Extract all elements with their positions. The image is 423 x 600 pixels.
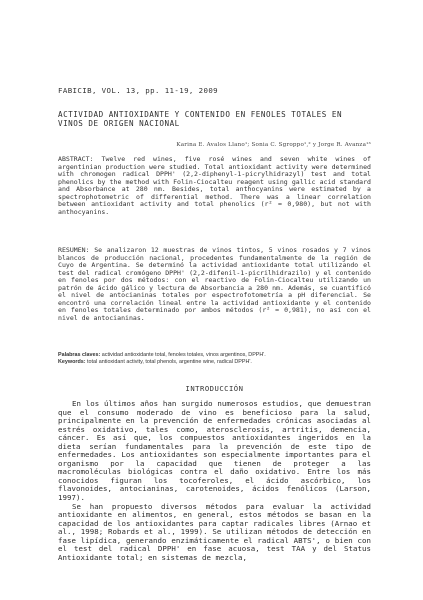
body-paragraph: En los últimos años han surgido numerosos estudios, que demuestran que el consumo moderado de vino es beneficioso para la salud, principalmente en la prevención de enfermedades crónicas asociadas al estrés oxidativo, tales como, aterosclerosis, artritis, demencia, cáncer. Es así que, los compuestos antioxidantes ingeridos en la dieta serían fundamentales para la prevención de este tipo de enfermedades. Los antioxidantes son especialmente importantes para el organismo por la capacidad que tienen de proteger a las macromoléculas biológicas contra el daño oxidativo. Entre los más conocidos figuran los tocoferoles, el ácido ascórbico, los flavonoides, antocianinas, carotenoides, ácidos fenólicos (Larson, 1997). <box>58 399 371 503</box>
keywords-english-text: total antioxidant activity, total phenols, argentine wine, radical DPPH'. <box>85 359 252 366</box>
abstract-spanish: RESUMEN: Se analizaron 12 muestras de vinos tintos, 5 vinos rosados y 7 vinos blancos de producción nacional, procedentes fundamentalmente de la región de Cuyo de Argentina. Se determinó la actividad antioxidante total utilizando el test del radical cromógeno DPPH' (2,2-difenil-1-picrilhidrazilo) y el contenido en fenoles por dos métodos: con el reactivo de Folin-Ciocalteu utilizando un patrón de ácido gálico y lectura de Absorbancia a 280 nm. Además, se cuantificó el nivel de antocianinas totales por espectrofotometría a pH diferencial. Se encontró una correlación lineal entre la actividad antioxidante y el contenido en fenoles totales determinado por ambos métodos (r² = 0,981), no así con el nivel de antocianinas. <box>58 246 371 322</box>
body-paragraph: Se han propuesto diversos métodos para evaluar la actividad antioxidante en alimentos, en general, estos métodos se basan en la capacidad de los antioxidantes para captar radicales libres (Arnao et al., 1998; Robards et al., 1999). Se utilizan métodos de detección en fase lipídica, generando enzimáticamente el radical ABTS', o bien con el test del radical DPPH' en fase acuosa, test TAA y del Status Antioxidante total; en sistemas de mezcla, <box>58 501 371 562</box>
paper-title: ACTIVIDAD ANTIOXIDANTE Y CONTENIDO EN FENOLES TOTALES EN VINOS DE ORIGEN NACIONAL <box>58 110 343 129</box>
author-list: Karina E. Avalos Llano¹; Sonia C. Sgroppo¹,² y Jorge R. Avanza¹³ <box>176 142 371 148</box>
introduction-body <box>58 400 371 562</box>
keywords-spanish-label: Palabras claves: <box>58 352 101 358</box>
abstract-english: ABSTRACT: Twelve red wines, five rosé wines and seven white wines of argentinian production were studied. Total antioxidant activity were determined with chromogen radical DPPH' (2,2-diphenyl-1-picrylhidrazyl) test and total phenolics by the method with Folin-Ciocalteu reagent using gallic acid standard and Absorbance at 280 nm. Besides, total anthocyanins were estimated by a spectrophotometric of differential method. There was a linear correlation between antioxidant activity and total phenolics (r² = 0,980), but not with anthocyanins. <box>58 155 371 216</box>
keywords-block <box>58 352 371 366</box>
section-heading-introduction: INTRODUCCIÓN <box>185 384 244 393</box>
keywords-spanish-text: actividad antioxidante total, fenoles totales, vinos argentinos, DPPH'. <box>100 352 266 358</box>
keywords-english-label: Keywords: <box>58 359 86 366</box>
keywords-spanish <box>58 352 371 359</box>
journal-reference: FABICIB, VOL. 13, pp. 11-19, 2009 <box>58 86 219 95</box>
keywords-english <box>58 359 371 366</box>
